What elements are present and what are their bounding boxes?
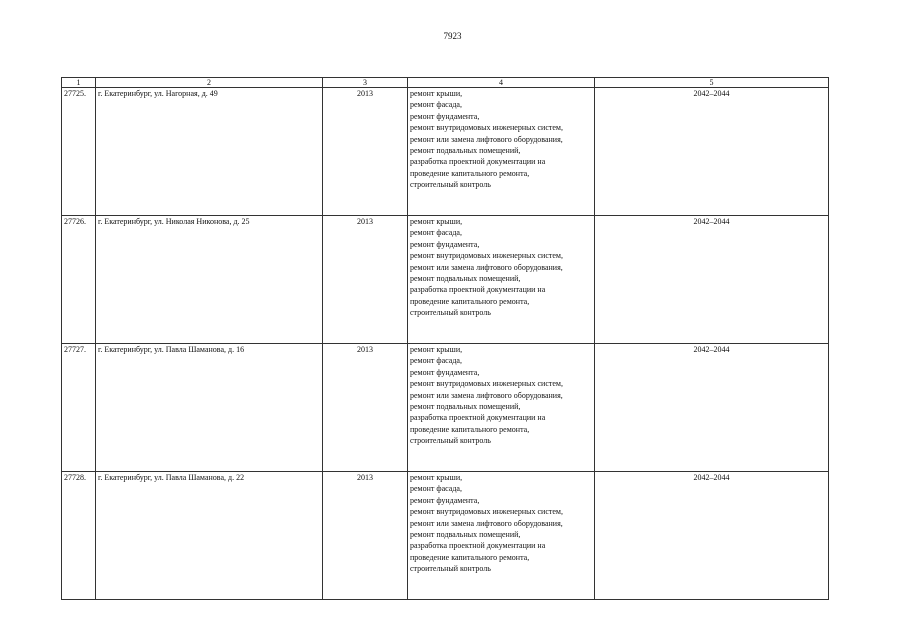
work-item: проведение капитального ремонта, bbox=[410, 168, 530, 178]
row-address: г. Екатеринбург, ул. Нагорная, д. 49 bbox=[96, 88, 323, 216]
row-year: 2013 bbox=[323, 344, 408, 472]
work-item: проведение капитального ремонта, bbox=[410, 424, 530, 434]
work-item: ремонт крыши, bbox=[410, 89, 463, 98]
row-works bbox=[408, 216, 595, 344]
row-year: 2013 bbox=[323, 216, 408, 344]
work-item: ремонт подвальных помещений, bbox=[410, 402, 521, 412]
row-period: 2042–2044 bbox=[595, 344, 829, 472]
work-item: ремонт крыши, bbox=[410, 217, 463, 226]
row-period: 2042–2044 bbox=[595, 88, 829, 216]
row-number: 27726. bbox=[62, 216, 96, 344]
work-item: ремонт крыши, bbox=[410, 345, 463, 354]
work-item: строительный контроль bbox=[410, 564, 491, 574]
work-item: ремонт подвальных помещений, bbox=[410, 530, 521, 540]
work-item: ремонт внутридомовых инженерных систем, bbox=[410, 379, 563, 389]
work-item: ремонт или замена лифтового оборудования, bbox=[410, 518, 563, 528]
work-item: ремонт подвальных помещений, bbox=[410, 146, 521, 156]
work-item: строительный контроль bbox=[410, 308, 491, 318]
row-number: 27728. bbox=[62, 472, 96, 600]
column-header-address: 2 bbox=[96, 78, 323, 88]
row-works bbox=[408, 344, 595, 472]
table-row bbox=[62, 344, 829, 472]
work-item: ремонт фундамента, bbox=[410, 111, 480, 121]
work-item: строительный контроль bbox=[410, 180, 491, 190]
work-item: ремонт фасада, bbox=[410, 228, 462, 238]
work-item: ремонт или замена лифтового оборудования, bbox=[410, 390, 563, 400]
row-number: 27725. bbox=[62, 88, 96, 216]
row-address: г. Екатеринбург, ул. Павла Шаманова, д. 22 bbox=[96, 472, 323, 600]
work-item: разработка проектной документации на bbox=[410, 413, 546, 423]
work-item: ремонт или замена лифтового оборудования, bbox=[410, 262, 563, 272]
work-item: ремонт фасада, bbox=[410, 356, 462, 366]
work-item: строительный контроль bbox=[410, 436, 491, 446]
work-item: ремонт фасада, bbox=[410, 100, 462, 110]
work-item: ремонт крыши, bbox=[410, 473, 463, 482]
work-item: ремонт или замена лифтового оборудования, bbox=[410, 134, 563, 144]
work-item: ремонт фундамента, bbox=[410, 495, 480, 505]
row-address: г. Екатеринбург, ул. Николая Никонова, д. 25 bbox=[96, 216, 323, 344]
row-year: 2013 bbox=[323, 88, 408, 216]
column-header-period: 5 bbox=[595, 78, 829, 88]
row-period: 2042–2044 bbox=[595, 472, 829, 600]
work-item: ремонт фундамента, bbox=[410, 367, 480, 377]
work-item: ремонт внутридомовых инженерных систем, bbox=[410, 251, 563, 261]
table-row bbox=[62, 472, 829, 600]
work-item: ремонт внутридомовых инженерных систем, bbox=[410, 507, 563, 517]
work-item: ремонт внутридомовых инженерных систем, bbox=[410, 123, 563, 133]
work-item: ремонт фасада, bbox=[410, 484, 462, 494]
table-header-row bbox=[62, 78, 829, 88]
column-header-number: 1 bbox=[62, 78, 96, 88]
work-item: разработка проектной документации на bbox=[410, 541, 546, 551]
table-row bbox=[62, 88, 829, 216]
table-body bbox=[62, 88, 829, 600]
work-item: проведение капитального ремонта, bbox=[410, 296, 530, 306]
row-number: 27727. bbox=[62, 344, 96, 472]
row-period: 2042–2044 bbox=[595, 216, 829, 344]
row-year: 2013 bbox=[323, 472, 408, 600]
work-item: ремонт фундамента, bbox=[410, 239, 480, 249]
row-address: г. Екатеринбург, ул. Павла Шаманова, д. 16 bbox=[96, 344, 323, 472]
table-row bbox=[62, 216, 829, 344]
row-works bbox=[408, 88, 595, 216]
work-item: проведение капитального ремонта, bbox=[410, 552, 530, 562]
column-header-works: 4 bbox=[408, 78, 595, 88]
work-item: ремонт подвальных помещений, bbox=[410, 274, 521, 284]
work-item: разработка проектной документации на bbox=[410, 285, 546, 295]
row-works bbox=[408, 472, 595, 600]
work-item: разработка проектной документации на bbox=[410, 157, 546, 167]
repair-schedule-table bbox=[61, 77, 829, 600]
page-number: 7923 bbox=[443, 31, 462, 41]
column-header-year: 3 bbox=[323, 78, 408, 88]
